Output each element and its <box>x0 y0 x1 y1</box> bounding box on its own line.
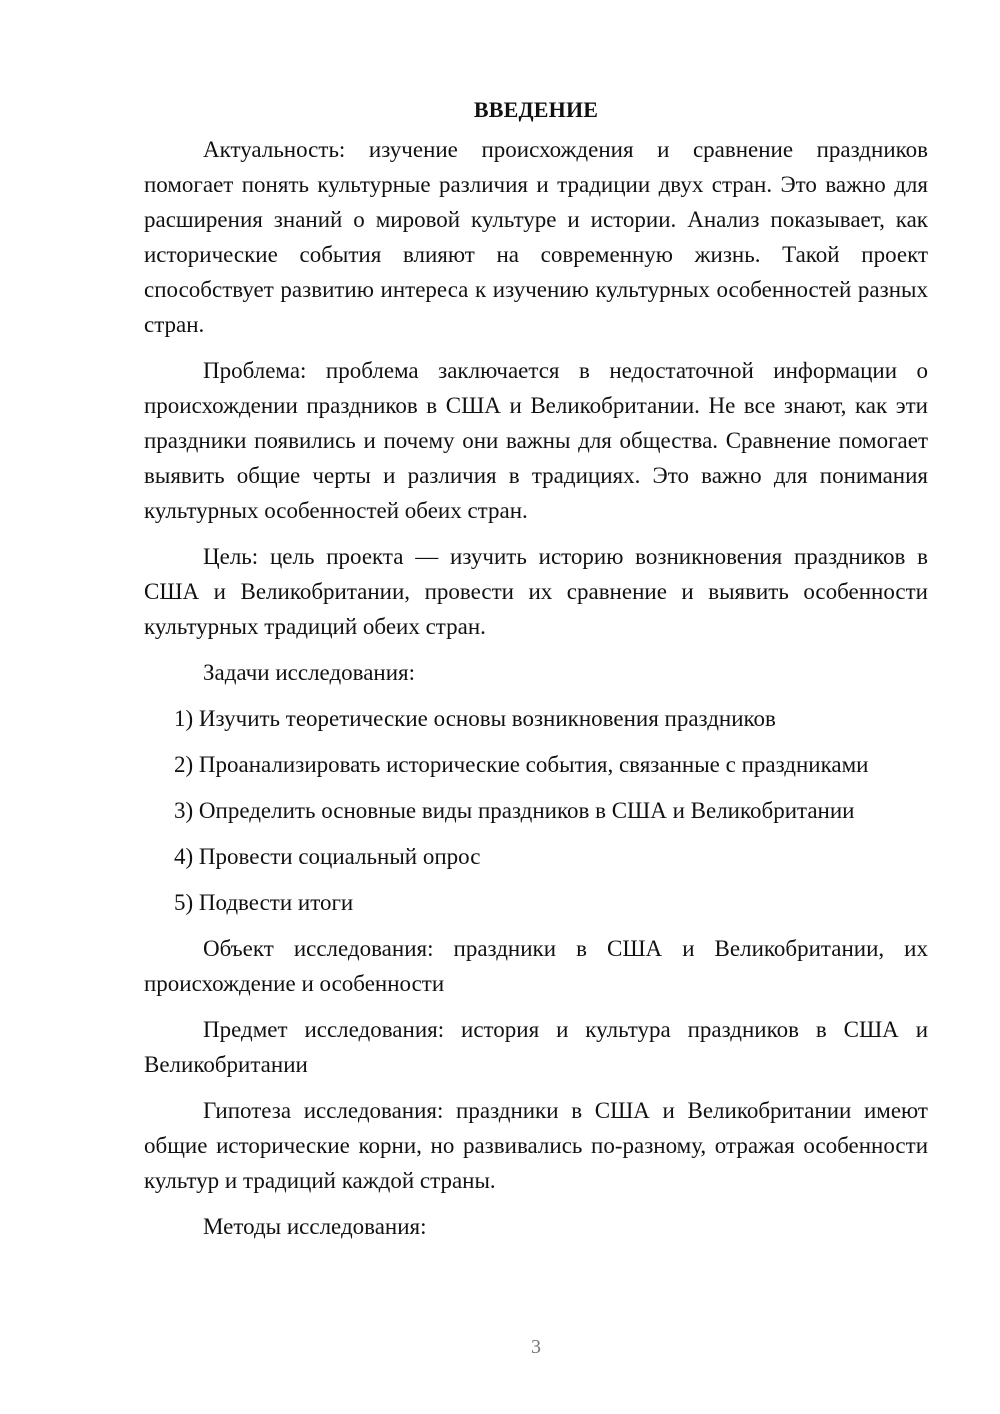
paragraph-object: Объект исследования: праздники в США и Великобритании, их происхождение и особенности <box>144 936 928 996</box>
tasks-heading: Задачи исследования: <box>203 660 416 685</box>
task-item-2: 2) Проанализировать исторические события, связанные с праздниками <box>174 752 869 777</box>
task-item-4: 4) Провести социальный опрос <box>174 844 481 869</box>
page-title: ВВЕДЕНИЕ <box>473 97 599 122</box>
paragraph-relevance: Актуальность: изучение происхождения и сравнение праздников помогает понять культурные различия и традиции двух стран. Это важно для расширения знаний о мировой культуре и истории. Анализ показывает, как исторические события влияют на современную жизнь. Такой проект способствует развитию интереса к изучению культурных особенностей разных стран. <box>144 137 928 337</box>
paragraph-hypothesis: Гипотеза исследования: праздники в США и Великобритании имеют общие исторические корни, но развивались по-разному, отражая особенности культур и традиций каждой страны. <box>144 1098 928 1193</box>
task-item-3: 3) Определить основные виды праздников в США и Великобритании <box>174 798 855 823</box>
paragraph-subject: Предмет исследования: история и культура праздников в США и Великобритании <box>144 1017 928 1077</box>
task-item-1: 1) Изучить теоретические основы возникновения праздников <box>174 706 776 731</box>
paragraph-goal: Цель: цель проекта — изучить историю возникновения праздников в США и Великобритании, провести их сравнение и выявить особенности культурных традиций обеих стран. <box>144 544 928 639</box>
paragraph-problem: Проблема: проблема заключается в недостаточной информации о происхождении праздников в США и Великобритании. Не все знают, как эти праздники появились и почему они важны для общества. Сравнение помогает выявить общие черты и различия в традициях. Это важно для понимания культурных особенностей обеих стран. <box>144 358 928 523</box>
methods-heading: Методы исследования: <box>203 1214 427 1239</box>
page-content <box>144 92 928 1255</box>
page-number: 3 <box>531 1336 541 1358</box>
task-item-5: 5) Подвести итоги <box>174 890 354 915</box>
